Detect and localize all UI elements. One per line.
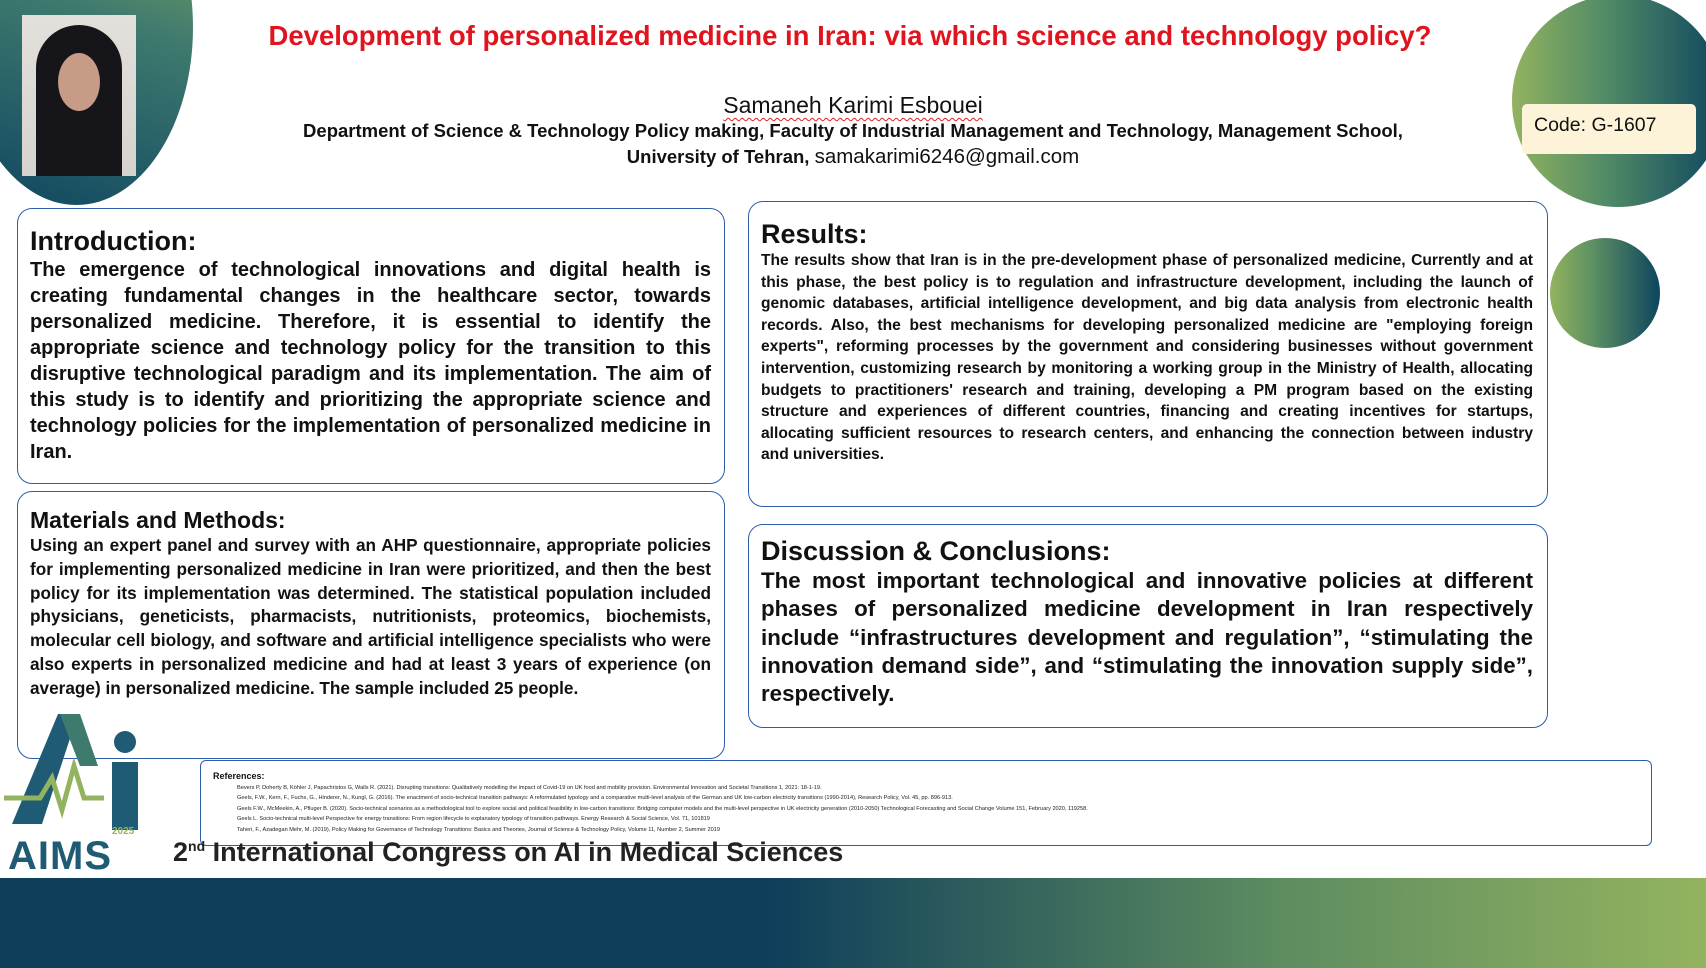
decorative-circle-small — [1550, 238, 1660, 348]
affiliation-line-2 — [0, 145, 1706, 169]
methods-heading: Materials and Methods: — [30, 507, 286, 533]
reference-item: 4. Geels L. Socio-technical multi-level Perspective for energy transitions: From region lifecycle to explanatory typology of transition pathways. Energy Research & Social Science, Vol. 71, 101819 — [237, 814, 1637, 824]
logo-dot — [114, 731, 136, 753]
references-panel — [200, 760, 1652, 846]
university-name: University of Tehran, — [626, 146, 810, 167]
aims-logo-text: AIMS — [8, 834, 112, 878]
reference-item: 1. Bevers P, Doherty B, Köhler J, Papachristos G, Walls R. (2021). Disrupting transitions: Qualitatively modelling the impact of Covid-19 on UK food and mobility provision. Environmental Innovation and Societal Transitions 1, 2021: 18-1-19. — [237, 783, 1637, 793]
affiliation-line-1: Department of Science & Technology Policy making, Faculty of Industrial Management and Technology, Management School, — [303, 120, 1403, 141]
reference-item: 3. Geels F.W., McMeekin, A., Pfluger B. (2020). Socio-technical scenarios as a methodological tool to explore social and political feasibility in low-carbon transitions: Bridging computer models and the multi-level perspective in UK electricity generation (2010-2050) Technological Forecasting and Social Change Volume 151, February 2020, 119258. — [237, 804, 1637, 814]
results-heading: Results: — [761, 219, 868, 249]
logo-year: 2025 — [112, 826, 135, 837]
reference-item: 5. Taheri, F., Azadegan Mehr, M. (2019), Policy Making for Governance of Technology Transitions: Basics and Theories, Journal of Science & Technology Policy, Volume 11, Number 2, Summer 2019 — [237, 825, 1637, 835]
introduction-panel — [17, 208, 725, 484]
methods-body: Using an expert panel and survey with an AHP questionnaire, appropriate policies for implementing personalized medicine in Iran were prioritized, and then the best policy for its implementation was determined. The statistical population included physicians, geneticists, pharmacists, nutritionists, proteomics, biochemists, molecular cell biology, and software and artificial intelligence specialists who were also experts in personalized medicine and had at least 3 years of experience (on average) in personalized medicine. The sample included 25 people. — [30, 535, 711, 698]
introduction-body: The emergence of technological innovations and digital health is creating fundamental changes in the healthcare sector, towards personalized medicine. Therefore, it is essential to identify the appropriate science and technology policy for the transition to this disruptive technological paradigm and its implementation. The aim of this study is to identify and prioritizing the appropriate science and technology policies for the implementation of personalized medicine in Iran. — [30, 259, 711, 463]
logo-letter-i — [112, 762, 138, 830]
poster-title: Development of personalized medicine in Iran: via which science and technology policy? — [268, 20, 1432, 51]
references-heading: References: — [213, 771, 265, 781]
author-name: Samaneh Karimi Esbouei — [723, 92, 983, 118]
discussion-body: The most important technological and innovative policies at different phases of personalized medicine development in Iran respectively include “infrastructures development and regulation”, “stimulating the innovation demand side”, and “stimulating the innovation supply side”, respectively. — [761, 568, 1533, 707]
results-body: The results show that Iran is in the pre-development phase of personalized medicine, Currently and at this phase, the best policy is to regulation and infrastructure development, including the launch of genomic databases, artificial intelligence development, and big data analysis from electronic health records. Also, the best mechanisms for developing personalized medicine are "employing foreign experts", reforming processes by the government and considering businesses without government intervention, customizing research by monitoring a working group in the Ministry of Health, allocating budgets to practitioners' research and training, developing a PM program based on the existing structure and experiences of different countries, financing and creating incentives for startups, allocating sufficient resources to research centers, and enhancing the connection between industry and universities. — [761, 252, 1533, 464]
congress-title: 2nd International Congress on AI in Medical Sciences — [173, 837, 844, 867]
footer-band — [0, 878, 1706, 968]
discussion-heading: Discussion & Conclusions: — [761, 536, 1111, 566]
results-panel — [748, 201, 1548, 507]
author-email: samakarimi6246@gmail.com — [814, 145, 1080, 168]
discussion-panel — [748, 524, 1548, 728]
introduction-heading: Introduction: — [30, 226, 197, 256]
references-list — [213, 783, 1637, 835]
poster-code-badge: Code: G-1607 — [1522, 104, 1696, 154]
reference-item: 2. Geels, F.W., Kern, F., Fuchs, G., Hinderer, N., Kungl, G. (2016). The enactment of socio-technical transition pathways: A reformulated typology and a comparative multi-level analysis of the German and UK low-carbon electricity transitions (1990-2014), Research Policy, Vol. 45, pp. 896-913. — [237, 793, 1637, 803]
